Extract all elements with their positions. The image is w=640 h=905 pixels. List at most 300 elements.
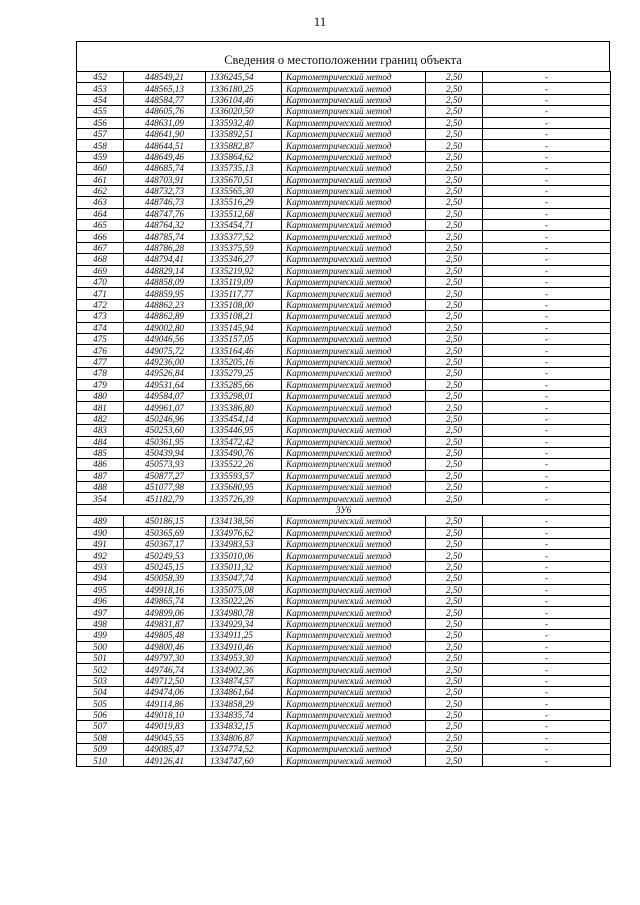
accuracy-cell: 2,50 — [426, 94, 483, 105]
method-cell: Картометрический метод — [282, 595, 426, 606]
y-coordinate-cell: 1334138,56 — [206, 516, 282, 527]
method-cell: Картометрический метод — [282, 208, 426, 219]
x-coordinate-cell: 448862,89 — [124, 311, 206, 322]
y-coordinate-cell: 1334980,78 — [206, 607, 282, 618]
method-cell: Картометрический метод — [282, 675, 426, 686]
boundary-coordinates-sheet — [76, 41, 610, 767]
point-number-cell: 494 — [77, 573, 124, 584]
accuracy-cell: 2,50 — [426, 607, 483, 618]
point-number-cell: 501 — [77, 652, 124, 663]
description-cell: - — [483, 231, 611, 242]
method-cell: Картометрический метод — [282, 516, 426, 527]
table-row — [77, 117, 611, 128]
point-number-cell: 484 — [77, 436, 124, 447]
description-cell: - — [483, 254, 611, 265]
method-cell: Картометрический метод — [282, 630, 426, 641]
method-cell: Картометрический метод — [282, 584, 426, 595]
accuracy-cell: 2,50 — [426, 151, 483, 162]
accuracy-cell: 2,50 — [426, 322, 483, 333]
description-cell: - — [483, 436, 611, 447]
table-row — [77, 356, 611, 367]
x-coordinate-cell: 449526,84 — [124, 368, 206, 379]
x-coordinate-cell: 448549,21 — [124, 72, 206, 83]
description-cell: - — [483, 368, 611, 379]
y-coordinate-cell: 1335047,74 — [206, 573, 282, 584]
point-number-cell: 472 — [77, 299, 124, 310]
x-coordinate-cell: 449002,80 — [124, 322, 206, 333]
method-cell: Картометрический метод — [282, 652, 426, 663]
y-coordinate-cell: 1335932,40 — [206, 117, 282, 128]
description-cell: - — [483, 333, 611, 344]
method-cell: Картометрический метод — [282, 106, 426, 117]
description-cell: - — [483, 755, 611, 766]
y-coordinate-cell: 1334835,74 — [206, 709, 282, 720]
description-cell: - — [483, 539, 611, 550]
method-cell: Картометрический метод — [282, 368, 426, 379]
y-coordinate-cell: 1335375,59 — [206, 242, 282, 253]
accuracy-cell: 2,50 — [426, 664, 483, 675]
method-cell: Картометрический метод — [282, 94, 426, 105]
y-coordinate-cell: 1335446,95 — [206, 425, 282, 436]
x-coordinate-cell: 448764,32 — [124, 220, 206, 231]
description-cell: - — [483, 390, 611, 401]
accuracy-cell: 2,50 — [426, 163, 483, 174]
point-number-cell: 508 — [77, 732, 124, 743]
x-coordinate-cell: 448858,09 — [124, 277, 206, 288]
method-cell: Картометрический метод — [282, 755, 426, 766]
x-coordinate-cell: 449019,83 — [124, 721, 206, 732]
y-coordinate-cell: 1335011,32 — [206, 561, 282, 572]
table-row — [77, 94, 611, 105]
accuracy-cell: 2,50 — [426, 220, 483, 231]
y-coordinate-cell: 1334976,62 — [206, 527, 282, 538]
method-cell: Картометрический метод — [282, 744, 426, 755]
table-row — [77, 83, 611, 94]
description-cell: - — [483, 721, 611, 732]
method-cell: Картометрический метод — [282, 299, 426, 310]
description-cell: - — [483, 402, 611, 413]
x-coordinate-cell: 449584,07 — [124, 390, 206, 401]
y-coordinate-cell: 1335490,76 — [206, 447, 282, 458]
section-label: 3У6 — [77, 504, 611, 515]
method-cell: Картометрический метод — [282, 493, 426, 504]
table-row — [77, 436, 611, 447]
y-coordinate-cell: 1335075,08 — [206, 584, 282, 595]
point-number-cell: 509 — [77, 744, 124, 755]
method-cell: Картометрический метод — [282, 83, 426, 94]
x-coordinate-cell: 448786,28 — [124, 242, 206, 253]
x-coordinate-cell: 448862,23 — [124, 299, 206, 310]
x-coordinate-cell: 448794,41 — [124, 254, 206, 265]
method-cell: Картометрический метод — [282, 698, 426, 709]
method-cell: Картометрический метод — [282, 687, 426, 698]
accuracy-cell: 2,50 — [426, 527, 483, 538]
point-number-cell: 502 — [77, 664, 124, 675]
description-cell: - — [483, 744, 611, 755]
coordinates-table-body — [77, 72, 611, 767]
method-cell: Картометрический метод — [282, 607, 426, 618]
x-coordinate-cell: 448605,76 — [124, 106, 206, 117]
table-row — [77, 242, 611, 253]
y-coordinate-cell: 1335680,95 — [206, 482, 282, 493]
description-cell: - — [483, 459, 611, 470]
accuracy-cell: 2,50 — [426, 299, 483, 310]
method-cell: Картометрический метод — [282, 390, 426, 401]
point-number-cell: 491 — [77, 539, 124, 550]
table-row — [77, 390, 611, 401]
y-coordinate-cell: 1335298,01 — [206, 390, 282, 401]
x-coordinate-cell: 449236,00 — [124, 356, 206, 367]
method-cell: Картометрический метод — [282, 561, 426, 572]
y-coordinate-cell: 1335512,68 — [206, 208, 282, 219]
x-coordinate-cell: 448584,77 — [124, 94, 206, 105]
method-cell: Картометрический метод — [282, 140, 426, 151]
accuracy-cell: 2,50 — [426, 106, 483, 117]
table-row — [77, 607, 611, 618]
description-cell: - — [483, 584, 611, 595]
y-coordinate-cell: 1335377,52 — [206, 231, 282, 242]
table-row — [77, 299, 611, 310]
point-number-cell: 478 — [77, 368, 124, 379]
description-cell: - — [483, 675, 611, 686]
point-number-cell: 453 — [77, 83, 124, 94]
accuracy-cell: 2,50 — [426, 618, 483, 629]
description-cell: - — [483, 151, 611, 162]
point-number-cell: 503 — [77, 675, 124, 686]
description-cell: - — [483, 379, 611, 390]
point-number-cell: 354 — [77, 493, 124, 504]
description-cell: - — [483, 265, 611, 276]
point-number-cell: 487 — [77, 470, 124, 481]
description-cell: - — [483, 732, 611, 743]
method-cell: Картометрический метод — [282, 413, 426, 424]
description-cell: - — [483, 117, 611, 128]
accuracy-cell: 2,50 — [426, 482, 483, 493]
y-coordinate-cell: 1335010,06 — [206, 550, 282, 561]
method-cell: Картометрический метод — [282, 174, 426, 185]
description-cell: - — [483, 106, 611, 117]
x-coordinate-cell: 450186,15 — [124, 516, 206, 527]
description-cell: - — [483, 220, 611, 231]
x-coordinate-cell: 450058,39 — [124, 573, 206, 584]
y-coordinate-cell: 1335279,25 — [206, 368, 282, 379]
accuracy-cell: 2,50 — [426, 72, 483, 83]
x-coordinate-cell: 450877,27 — [124, 470, 206, 481]
accuracy-cell: 2,50 — [426, 652, 483, 663]
description-cell: - — [483, 425, 611, 436]
y-coordinate-cell: 1335205,16 — [206, 356, 282, 367]
accuracy-cell: 2,50 — [426, 459, 483, 470]
description-cell: - — [483, 83, 611, 94]
y-coordinate-cell: 1334910,46 — [206, 641, 282, 652]
y-coordinate-cell: 1335726,39 — [206, 493, 282, 504]
method-cell: Картометрический метод — [282, 470, 426, 481]
method-cell: Картометрический метод — [282, 151, 426, 162]
y-coordinate-cell: 1336104,46 — [206, 94, 282, 105]
y-coordinate-cell: 1335022,26 — [206, 595, 282, 606]
method-cell: Картометрический метод — [282, 197, 426, 208]
description-cell: - — [483, 664, 611, 675]
description-cell: - — [483, 482, 611, 493]
x-coordinate-cell: 449797,30 — [124, 652, 206, 663]
point-number-cell: 476 — [77, 345, 124, 356]
table-row — [77, 595, 611, 606]
x-coordinate-cell: 450367,17 — [124, 539, 206, 550]
table-row — [77, 721, 611, 732]
y-coordinate-cell: 1335593,57 — [206, 470, 282, 481]
method-cell: Картометрический метод — [282, 163, 426, 174]
y-coordinate-cell: 1334953,30 — [206, 652, 282, 663]
point-number-cell: 452 — [77, 72, 124, 83]
table-row — [77, 698, 611, 709]
method-cell: Картометрический метод — [282, 322, 426, 333]
description-cell: - — [483, 595, 611, 606]
accuracy-cell: 2,50 — [426, 413, 483, 424]
y-coordinate-cell: 1334858,29 — [206, 698, 282, 709]
table-row — [77, 550, 611, 561]
table-row — [77, 311, 611, 322]
x-coordinate-cell: 449046,56 — [124, 333, 206, 344]
x-coordinate-cell: 449075,72 — [124, 345, 206, 356]
description-cell: - — [483, 311, 611, 322]
accuracy-cell: 2,50 — [426, 345, 483, 356]
y-coordinate-cell: 1334929,34 — [206, 618, 282, 629]
y-coordinate-cell: 1335882,87 — [206, 140, 282, 151]
accuracy-cell: 2,50 — [426, 174, 483, 185]
y-coordinate-cell: 1334861,64 — [206, 687, 282, 698]
table-row — [77, 128, 611, 139]
point-number-cell: 467 — [77, 242, 124, 253]
point-number-cell: 461 — [77, 174, 124, 185]
y-coordinate-cell: 1335516,29 — [206, 197, 282, 208]
point-number-cell: 460 — [77, 163, 124, 174]
description-cell: - — [483, 72, 611, 83]
description-cell: - — [483, 345, 611, 356]
method-cell: Картометрический метод — [282, 539, 426, 550]
table-row — [77, 345, 611, 356]
table-row — [77, 687, 611, 698]
table-row — [77, 459, 611, 470]
y-coordinate-cell: 1335346,27 — [206, 254, 282, 265]
table-row — [77, 220, 611, 231]
accuracy-cell: 2,50 — [426, 185, 483, 196]
method-cell: Картометрический метод — [282, 231, 426, 242]
method-cell: Картометрический метод — [282, 254, 426, 265]
y-coordinate-cell: 1335864,62 — [206, 151, 282, 162]
x-coordinate-cell: 448649,46 — [124, 151, 206, 162]
y-coordinate-cell: 1334902,36 — [206, 664, 282, 675]
point-number-cell: 505 — [77, 698, 124, 709]
x-coordinate-cell: 448641,90 — [124, 128, 206, 139]
table-row — [77, 618, 611, 629]
x-coordinate-cell: 448747,76 — [124, 208, 206, 219]
method-cell: Картометрический метод — [282, 128, 426, 139]
y-coordinate-cell: 1335285,66 — [206, 379, 282, 390]
x-coordinate-cell: 449961,07 — [124, 402, 206, 413]
accuracy-cell: 2,50 — [426, 721, 483, 732]
accuracy-cell: 2,50 — [426, 117, 483, 128]
x-coordinate-cell: 449805,48 — [124, 630, 206, 641]
description-cell: - — [483, 140, 611, 151]
point-number-cell: 481 — [77, 402, 124, 413]
table-row — [77, 675, 611, 686]
method-cell: Картометрический метод — [282, 482, 426, 493]
accuracy-cell: 2,50 — [426, 470, 483, 481]
y-coordinate-cell: 1335522,26 — [206, 459, 282, 470]
point-number-cell: 497 — [77, 607, 124, 618]
description-cell: - — [483, 197, 611, 208]
description-cell: - — [483, 527, 611, 538]
accuracy-cell: 2,50 — [426, 709, 483, 720]
point-number-cell: 500 — [77, 641, 124, 652]
description-cell: - — [483, 652, 611, 663]
point-number-cell: 455 — [77, 106, 124, 117]
y-coordinate-cell: 1335119,09 — [206, 277, 282, 288]
table-row — [77, 379, 611, 390]
x-coordinate-cell: 449918,16 — [124, 584, 206, 595]
x-coordinate-cell: 449085,47 — [124, 744, 206, 755]
point-number-cell: 473 — [77, 311, 124, 322]
table-row — [77, 174, 611, 185]
accuracy-cell: 2,50 — [426, 208, 483, 219]
table-row — [77, 322, 611, 333]
x-coordinate-cell: 449018,10 — [124, 709, 206, 720]
y-coordinate-cell: 1335145,94 — [206, 322, 282, 333]
y-coordinate-cell: 1334806,87 — [206, 732, 282, 743]
accuracy-cell: 2,50 — [426, 128, 483, 139]
description-cell: - — [483, 185, 611, 196]
description-cell: - — [483, 698, 611, 709]
x-coordinate-cell: 450361,95 — [124, 436, 206, 447]
accuracy-cell: 2,50 — [426, 516, 483, 527]
y-coordinate-cell: 1335454,14 — [206, 413, 282, 424]
accuracy-cell: 2,50 — [426, 265, 483, 276]
table-row — [77, 447, 611, 458]
table-row — [77, 516, 611, 527]
y-coordinate-cell: 1335565,30 — [206, 185, 282, 196]
point-number-cell: 492 — [77, 550, 124, 561]
x-coordinate-cell: 448644,51 — [124, 140, 206, 151]
x-coordinate-cell: 449800,46 — [124, 641, 206, 652]
x-coordinate-cell: 448859,95 — [124, 288, 206, 299]
description-cell: - — [483, 550, 611, 561]
method-cell: Картометрический метод — [282, 527, 426, 538]
method-cell: Картометрический метод — [282, 732, 426, 743]
table-row — [77, 584, 611, 595]
accuracy-cell: 2,50 — [426, 550, 483, 561]
x-coordinate-cell: 449126,41 — [124, 755, 206, 766]
x-coordinate-cell: 448631,09 — [124, 117, 206, 128]
y-coordinate-cell: 1334874,57 — [206, 675, 282, 686]
accuracy-cell: 2,50 — [426, 539, 483, 550]
x-coordinate-cell: 449746,74 — [124, 664, 206, 675]
point-number-cell: 489 — [77, 516, 124, 527]
accuracy-cell: 2,50 — [426, 242, 483, 253]
x-coordinate-cell: 448703,91 — [124, 174, 206, 185]
point-number-cell: 480 — [77, 390, 124, 401]
method-cell: Картометрический метод — [282, 345, 426, 356]
accuracy-cell: 2,50 — [426, 436, 483, 447]
point-number-cell: 510 — [77, 755, 124, 766]
y-coordinate-cell: 1335157,05 — [206, 333, 282, 344]
method-cell: Картометрический метод — [282, 185, 426, 196]
x-coordinate-cell: 449045,55 — [124, 732, 206, 743]
point-number-cell: 496 — [77, 595, 124, 606]
accuracy-cell: 2,50 — [426, 447, 483, 458]
table-row — [77, 288, 611, 299]
description-cell: - — [483, 573, 611, 584]
y-coordinate-cell: 1334774,52 — [206, 744, 282, 755]
description-cell: - — [483, 322, 611, 333]
description-cell: - — [483, 163, 611, 174]
accuracy-cell: 2,50 — [426, 698, 483, 709]
table-row — [77, 185, 611, 196]
description-cell: - — [483, 709, 611, 720]
y-coordinate-cell: 1335117,77 — [206, 288, 282, 299]
table-row — [77, 470, 611, 481]
y-coordinate-cell: 1334832,15 — [206, 721, 282, 732]
point-number-cell: 499 — [77, 630, 124, 641]
point-number-cell: 483 — [77, 425, 124, 436]
x-coordinate-cell: 449831,87 — [124, 618, 206, 629]
point-number-cell: 488 — [77, 482, 124, 493]
table-row — [77, 254, 611, 265]
y-coordinate-cell: 1335670,51 — [206, 174, 282, 185]
x-coordinate-cell: 450245,15 — [124, 561, 206, 572]
y-coordinate-cell: 1334911,25 — [206, 630, 282, 641]
table-row — [77, 231, 611, 242]
point-number-cell: 470 — [77, 277, 124, 288]
description-cell: - — [483, 128, 611, 139]
point-number-cell: 498 — [77, 618, 124, 629]
accuracy-cell: 2,50 — [426, 755, 483, 766]
table-row — [77, 333, 611, 344]
point-number-cell: 466 — [77, 231, 124, 242]
point-number-cell: 456 — [77, 117, 124, 128]
page-number: 11 — [313, 14, 327, 29]
accuracy-cell: 2,50 — [426, 732, 483, 743]
point-number-cell: 474 — [77, 322, 124, 333]
accuracy-cell: 2,50 — [426, 231, 483, 242]
accuracy-cell: 2,50 — [426, 288, 483, 299]
y-coordinate-cell: 1336180,25 — [206, 83, 282, 94]
table-row — [77, 140, 611, 151]
description-cell: - — [483, 447, 611, 458]
y-coordinate-cell: 1336245,54 — [206, 72, 282, 83]
table-row — [77, 413, 611, 424]
x-coordinate-cell: 451182,79 — [124, 493, 206, 504]
point-number-cell: 506 — [77, 709, 124, 720]
x-coordinate-cell: 450573,93 — [124, 459, 206, 470]
table-row — [77, 493, 611, 504]
accuracy-cell: 2,50 — [426, 641, 483, 652]
method-cell: Картометрический метод — [282, 425, 426, 436]
x-coordinate-cell: 449712,50 — [124, 675, 206, 686]
accuracy-cell: 2,50 — [426, 379, 483, 390]
method-cell: Картометрический метод — [282, 618, 426, 629]
section-header-row — [77, 504, 611, 515]
table-row — [77, 641, 611, 652]
method-cell: Картометрический метод — [282, 311, 426, 322]
point-number-cell: 458 — [77, 140, 124, 151]
table-row — [77, 106, 611, 117]
point-number-cell: 464 — [77, 208, 124, 219]
table-row — [77, 402, 611, 413]
table-heading: Сведения о местоположении границ объекта — [76, 41, 610, 71]
description-cell: - — [483, 413, 611, 424]
method-cell: Картометрический метод — [282, 641, 426, 652]
x-coordinate-cell: 448685,74 — [124, 163, 206, 174]
